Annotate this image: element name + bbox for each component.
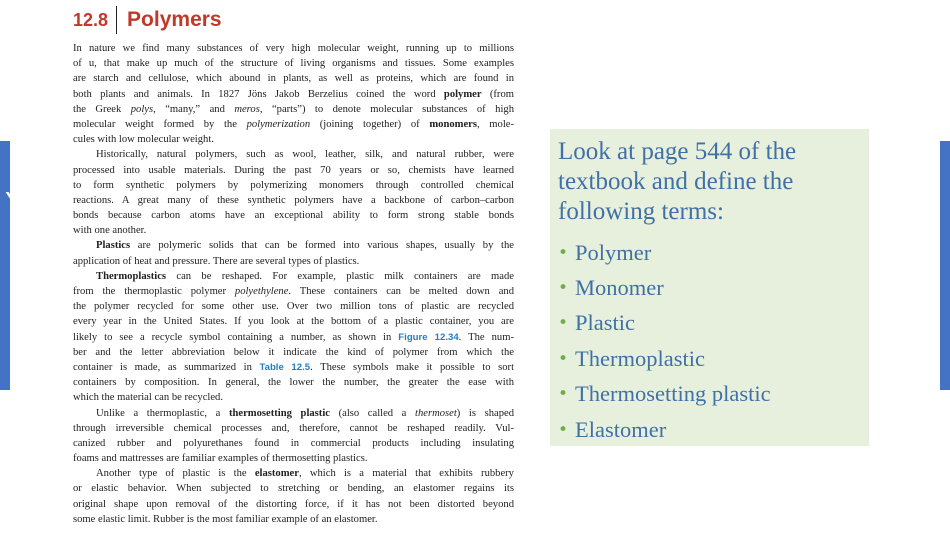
text-line: which the material can be recycled.	[73, 392, 223, 404]
heading-divider	[116, 6, 117, 34]
section-number: 12.8	[73, 9, 109, 30]
term-item-polymer: • Polymer	[558, 239, 652, 265]
text-line: Thermoplastics can be reshaped. For example, plastic milk containers are made	[96, 270, 514, 282]
right-accent-bar	[940, 141, 950, 390]
text-line: some elastic limit. Rubber is the most familiar example of an elastomer.	[73, 513, 378, 525]
definitions-panel	[550, 129, 869, 446]
text-line: foams and mattresses are familiar examples of thermosetting plastics.	[73, 453, 368, 465]
text-line: or elastic behavior. When subjected to stretching or bending, an elastomer regains its	[73, 483, 514, 495]
text-line: bonds because carbon atoms have an exceptional ability to form strong stable bonds	[73, 210, 514, 222]
term-item-monomer: • Monomer	[558, 275, 664, 301]
text-line: container is made, as summarized in Table 12.5. These symbols make it possible to sort	[73, 361, 515, 373]
textbook-body	[73, 41, 514, 527]
term-item-thermosetting-plastic: • Thermosetting plastic	[558, 381, 771, 407]
text-line: original shape upon removal of the distorting force, if it has not been distorted beyond	[73, 498, 514, 510]
figure-reference-link[interactable]: Figure 12.34	[398, 331, 459, 343]
term-elastomer: elastomer	[254, 468, 299, 480]
left-accent-bar	[0, 141, 10, 390]
text-line: containers by composition. In general, the lower the number, the greater the ease with	[73, 377, 514, 389]
text-line: through irreversible chemical processes and, therefore, cannot be reshaped readily. Vul-	[73, 422, 514, 434]
term-polymer: polymer	[443, 88, 482, 100]
text-line: from the thermoplastic polymer polyethylene. These containers can be melted down and	[73, 286, 514, 297]
term-plastics: Plastics	[96, 240, 131, 252]
text-line: Historically, natural polymers, such as wool, leather, silk, and natural rubber, were	[96, 149, 514, 161]
text-line: the polymer recycled for some other use. Over two million tons of plastic are recycled	[73, 301, 514, 313]
text-line: are starch and cellulose, which abound in plants, as well as proteins, which are found in	[73, 73, 514, 85]
text-line: both plants and animals. In 1827 Jöns Jakob Berzelius coined the word polymer (from	[73, 88, 514, 100]
section-heading	[73, 6, 222, 34]
text-line: ber and the letter abbreviation below it indicate the kind of polymer from which the	[73, 346, 514, 358]
text-line: to form synthetic polymers by polymerizing monomers through controlled chemical	[73, 179, 514, 191]
text-line: Plastics are polymeric solids that can be formed into various shapes, usually by the	[96, 240, 514, 252]
left-bar-glyph	[0, 186, 24, 217]
term-thermoplastics: Thermoplastics	[96, 270, 167, 282]
text-line: cules with low molecular weight.	[73, 134, 214, 146]
term-thermosetting-plastic: thermosetting plastic	[228, 407, 330, 419]
bullet-icon: •	[558, 384, 569, 405]
bar-glyph-text: Y	[5, 186, 24, 217]
bullet-icon: •	[558, 278, 569, 299]
term-item-thermoplastic: • Thermoplastic	[558, 345, 705, 371]
text-line: the Greek polys, “many,” and meros, “parts”) to denote molecular substances of high	[73, 103, 514, 115]
text-line: Unlike a thermoplastic, a thermosetting plastic (also called a thermoset) is shaped	[96, 407, 515, 419]
text-line: processed into usable materials. During the past 70 years or so, chemists have learned	[73, 164, 514, 176]
bullet-icon: •	[558, 313, 569, 334]
text-line: with one another.	[73, 225, 147, 237]
bullet-icon: •	[558, 419, 569, 440]
section-title: Polymers	[127, 8, 222, 31]
text-line: canized rubber and polyurethanes found in commercial products including insulating	[73, 437, 514, 449]
text-line: application of heat and pressure. There are several types of plastics.	[73, 255, 360, 267]
term-list	[558, 235, 861, 447]
term-monomers: monomers	[429, 118, 477, 130]
panel-prompt: Look at page 544 of the textbook and define the following terms:	[558, 138, 797, 225]
text-line: every year in the United States. If you look at the bottom of a plastic container, you are	[73, 316, 514, 328]
bullet-icon: •	[558, 242, 569, 263]
bullet-icon: •	[558, 348, 569, 369]
text-line: likely to see a recycle symbol containing a number, as shown in Figure 12.34. The num-	[73, 331, 514, 343]
term-item-elastomer: • Elastomer	[558, 416, 667, 442]
text-line: Another type of plastic is the elastomer, which is a material that exhibits rubbery	[96, 468, 514, 480]
table-reference-link[interactable]: Table 12.5	[259, 361, 311, 373]
text-line: reactions. A great many of these synthetic polymers have a backbone of carbon–carbon	[73, 194, 514, 206]
text-line: of u, that make up much of the structure of living organisms and tissues. Some examples	[73, 58, 514, 70]
text-line: molecular weight formed by the polymerization (joining together) of monomers, mole-	[73, 118, 515, 130]
text-line: In nature we find many substances of very high molecular weight, running up to millions	[73, 43, 514, 54]
term-item-plastic: • Plastic	[558, 310, 635, 336]
